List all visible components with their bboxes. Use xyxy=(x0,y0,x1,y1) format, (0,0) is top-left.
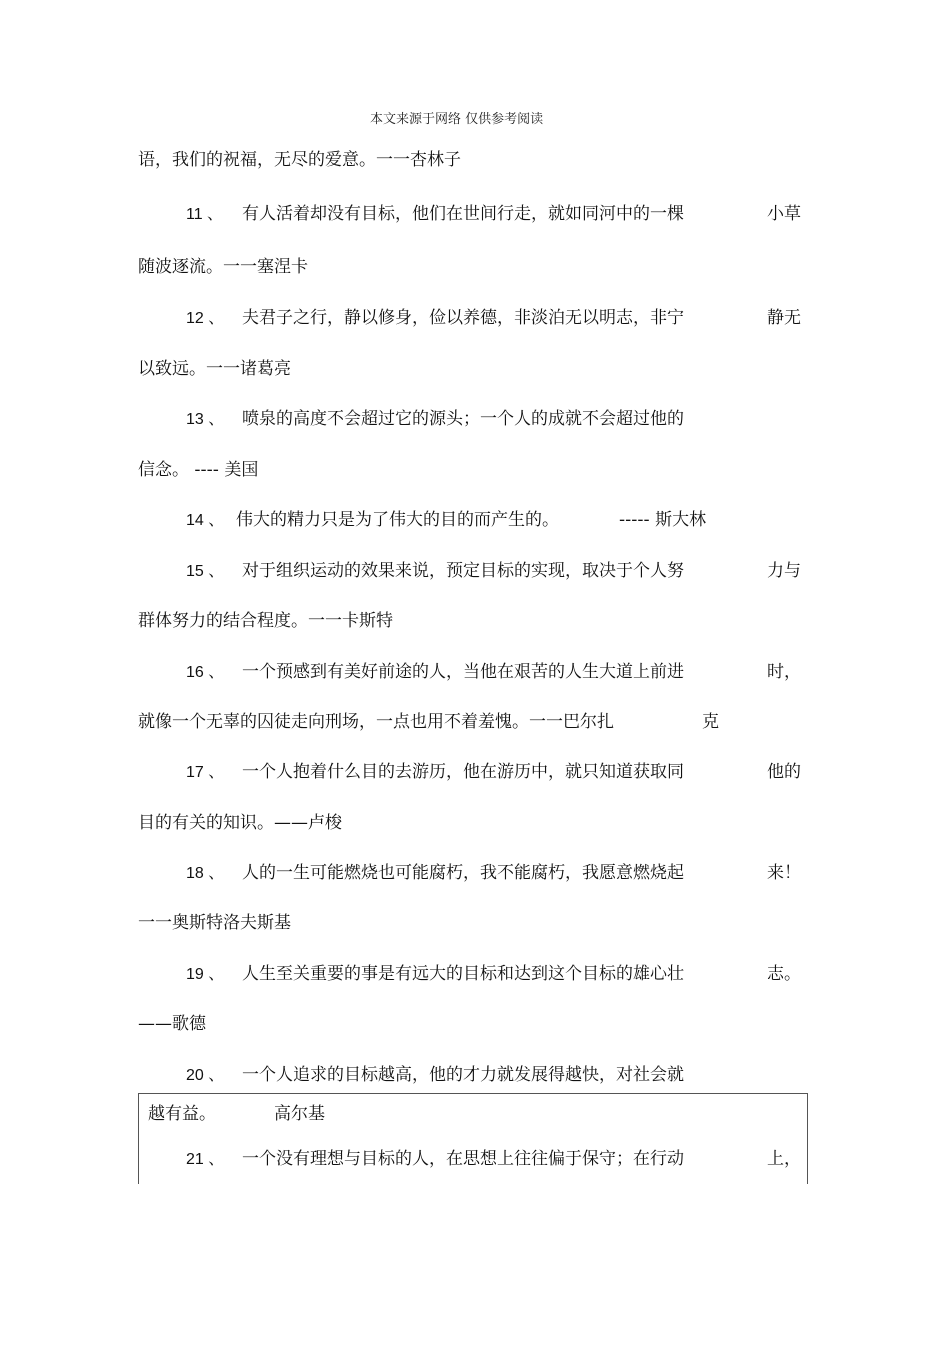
frame-box xyxy=(138,1093,808,1184)
quote-text-tail: 他的 xyxy=(767,762,801,782)
item-number: 12 、 xyxy=(186,310,225,327)
quote-text-tail: 志。 xyxy=(767,964,801,984)
quote-text: 对于组织运动的效果来说，预定目标的实现，取决于个人努 xyxy=(242,561,684,581)
page-header: 本文来源于网络 仅供参考阅读 xyxy=(370,112,544,127)
quote-text-tail: 来！ xyxy=(767,863,801,883)
text-line: 越有益。 xyxy=(148,1104,216,1124)
quote-text: 喷泉的高度不会超过它的源头；一个人的成就不会超过他的 xyxy=(242,409,684,429)
quote-text-tail: 上， xyxy=(767,1149,801,1169)
text-line: 一一奥斯特洛夫斯基 xyxy=(138,913,291,933)
quote-text: 一个人追求的目标越高，他的才力就发展得越快，对社会就 xyxy=(242,1065,684,1085)
item-number: 13 、 xyxy=(186,411,225,428)
item-number: 21 、 xyxy=(186,1151,225,1168)
text-line-tail: 克 xyxy=(702,712,719,732)
quote-text-tail: 力与 xyxy=(767,561,801,581)
quote-text-tail: ----- 斯大林 xyxy=(619,510,707,530)
item-number: 20 、 xyxy=(186,1067,225,1084)
text-line: 群体努力的结合程度。一一卡斯特 xyxy=(138,611,393,631)
text-line: 信念。 ---- 美国 xyxy=(138,460,259,480)
item-number: 19 、 xyxy=(186,966,225,983)
quote-text: 人的一生可能燃烧也可能腐朽，我不能腐朽，我愿意燃烧起 xyxy=(242,863,684,883)
item-number: 15 、 xyxy=(186,563,225,580)
quote-text: 夫君子之行，静以修身，俭以养德，非淡泊无以明志，非宁 xyxy=(242,308,684,328)
text-line: 就像一个无辜的囚徒走向刑场，一点也用不着羞愧。一一巴尔扎 xyxy=(138,712,614,732)
text-line-tail: 高尔基 xyxy=(274,1104,325,1124)
text-line: 随波逐流。一一塞涅卡 xyxy=(138,257,308,277)
item-number: 14 、 xyxy=(186,512,225,529)
text-line: 语，我们的祝福，无尽的爱意。一一杏林子 xyxy=(138,150,461,170)
quote-text-tail: 小草 xyxy=(767,204,801,224)
item-number: 18 、 xyxy=(186,865,225,882)
quote-text: 伟大的精力只是为了伟大的目的而产生的。 xyxy=(236,510,559,530)
text-line: 以致远。一一诸葛亮 xyxy=(138,359,291,379)
quote-text: 人生至关重要的事是有远大的目标和达到这个目标的雄心壮 xyxy=(242,964,684,984)
quote-text-tail: 静无 xyxy=(767,308,801,328)
quote-text-tail: 时， xyxy=(767,662,801,682)
item-number: 17 、 xyxy=(186,764,225,781)
text-line: 目的有关的知识。——卢梭 xyxy=(138,813,342,833)
quote-text: 一个人抱着什么目的去游历，他在游历中，就只知道获取同 xyxy=(242,762,684,782)
text-line: ——歌德 xyxy=(138,1014,206,1034)
quote-text: 一个预感到有美好前途的人，当他在艰苦的人生大道上前进 xyxy=(242,662,684,682)
item-number: 11 、 xyxy=(186,206,224,223)
quote-text: 有人活着却没有目标，他们在世间行走，就如同河中的一棵 xyxy=(242,204,684,224)
quote-text: 一个没有理想与目标的人，在思想上往往偏于保守；在行动 xyxy=(242,1149,684,1169)
item-number: 16 、 xyxy=(186,664,225,681)
